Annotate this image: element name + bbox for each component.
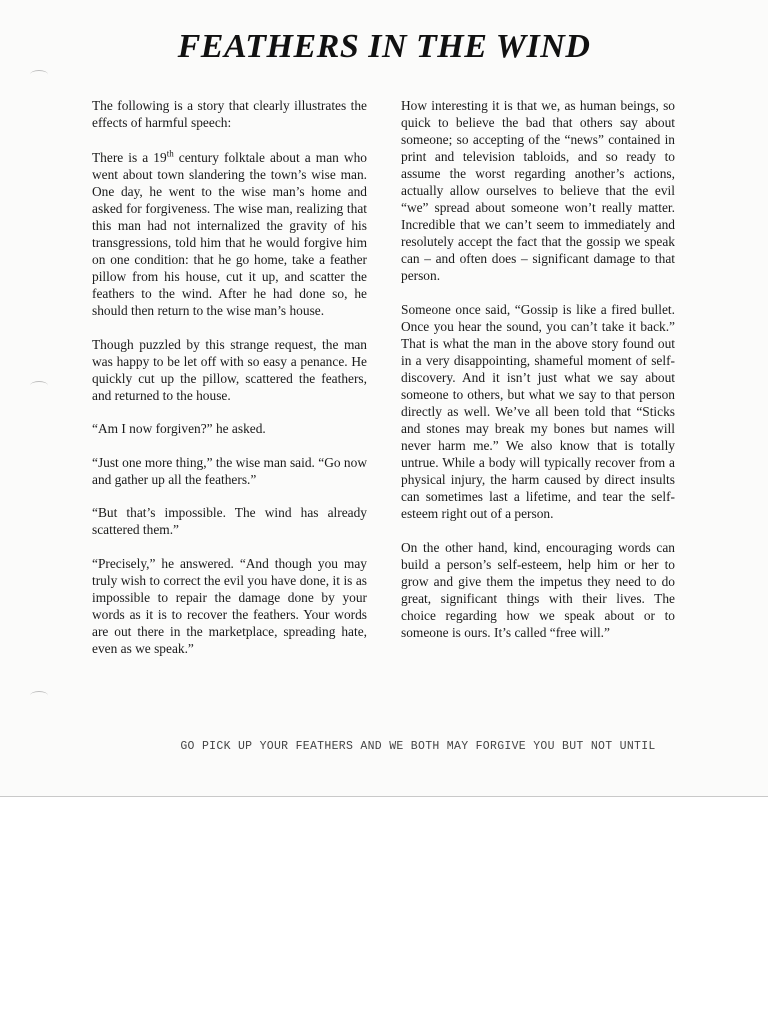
- page-title: FEATHERS IN THE WIND: [177, 28, 591, 65]
- paragraph: [92, 149, 367, 319]
- paragraph: “Am I now forgiven?” he asked.: [92, 421, 266, 436]
- paragraph: “But that’s impossible. The wind has already scattered them.”: [92, 505, 367, 537]
- punch-hole-mark: [30, 381, 48, 390]
- paragraph: How interesting it is that we, as human beings, so quick to believe the bad that others say about someone; so accepting of the “news” contained in print and television tabloids, and so ready to assume the worst regarding another’s actions, actually allow ourselves to believe that the evil “we” spread about someone won’t really matter. Incredible that we can’t seem to immediately and resolutely accept the fact that the gossip we speak can – and often does – significant damage to that person.: [401, 98, 675, 283]
- superscript: th: [166, 148, 174, 159]
- paragraph-text: century folktale about a man who went about town slandering the town’s wise man. One day, he went to the wise man’s home and asked for forgiveness. The wise man, realizing that this man had not internalized the gravity of his transgressions, told him that he would forgive him on one condition: that he go home, take a feather pillow from his house, cut it up, and scatter the feathers to the wind. After he had done so, he should then return to the wise man’s house.: [92, 150, 367, 318]
- typewritten-note: GO PICK UP YOUR FEATHERS AND WE BOTH MAY FORGIVE YOU BUT NOT UNTIL: [180, 740, 656, 753]
- blank-area: [0, 797, 768, 1024]
- paragraph-text: There is a 19: [92, 150, 167, 165]
- right-column: [401, 97, 675, 658]
- paragraph: “Precisely,” he answered. “And though you may truly wish to correct the evil you have done, it is as impossible to repair the damage done by your words as it is to recover the feathers. Your words are out there in the marketplace, spreading hate, even as we speak.”: [92, 555, 367, 656]
- punch-hole-mark: [30, 70, 48, 79]
- left-column: [92, 97, 367, 673]
- paragraph: “Just one more thing,” the wise man said. “Go now and gather up all the feathers.”: [92, 454, 367, 487]
- punch-hole-mark: [30, 691, 48, 700]
- paragraph: The following is a story that clearly illustrates the effects of harmful speech:: [92, 98, 367, 130]
- paragraph: Though puzzled by this strange request, the man was happy to be let off with so easy a penance. He quickly cut up the pillow, scattered the feathers, and returned to the house.: [92, 336, 367, 403]
- paragraph: Someone once said, “Gossip is like a fired bullet. Once you hear the sound, you can’t take it back.” That is what the man in the above story found out in a very disappointing, shameful moment of self-discovery. And it isn’t just what we say about someone to others, but what we say to that person directly as well. We’ve all been told that “Sticks and stones may break my bones but names will never harm me.” We also know that is totally untrue. While a body will typically recover from a physical injury, the harm caused by direct insults can sometimes last a lifetime, and tear the self-esteem right out of a person.: [401, 302, 675, 521]
- paragraph: On the other hand, kind, encouraging words can build a person’s self-esteem, help him or her to grow and give them the impetus they need to do great, significant things with their lives. The choice regarding how we speak about or to someone is ours. It’s called “free will.”: [401, 540, 675, 640]
